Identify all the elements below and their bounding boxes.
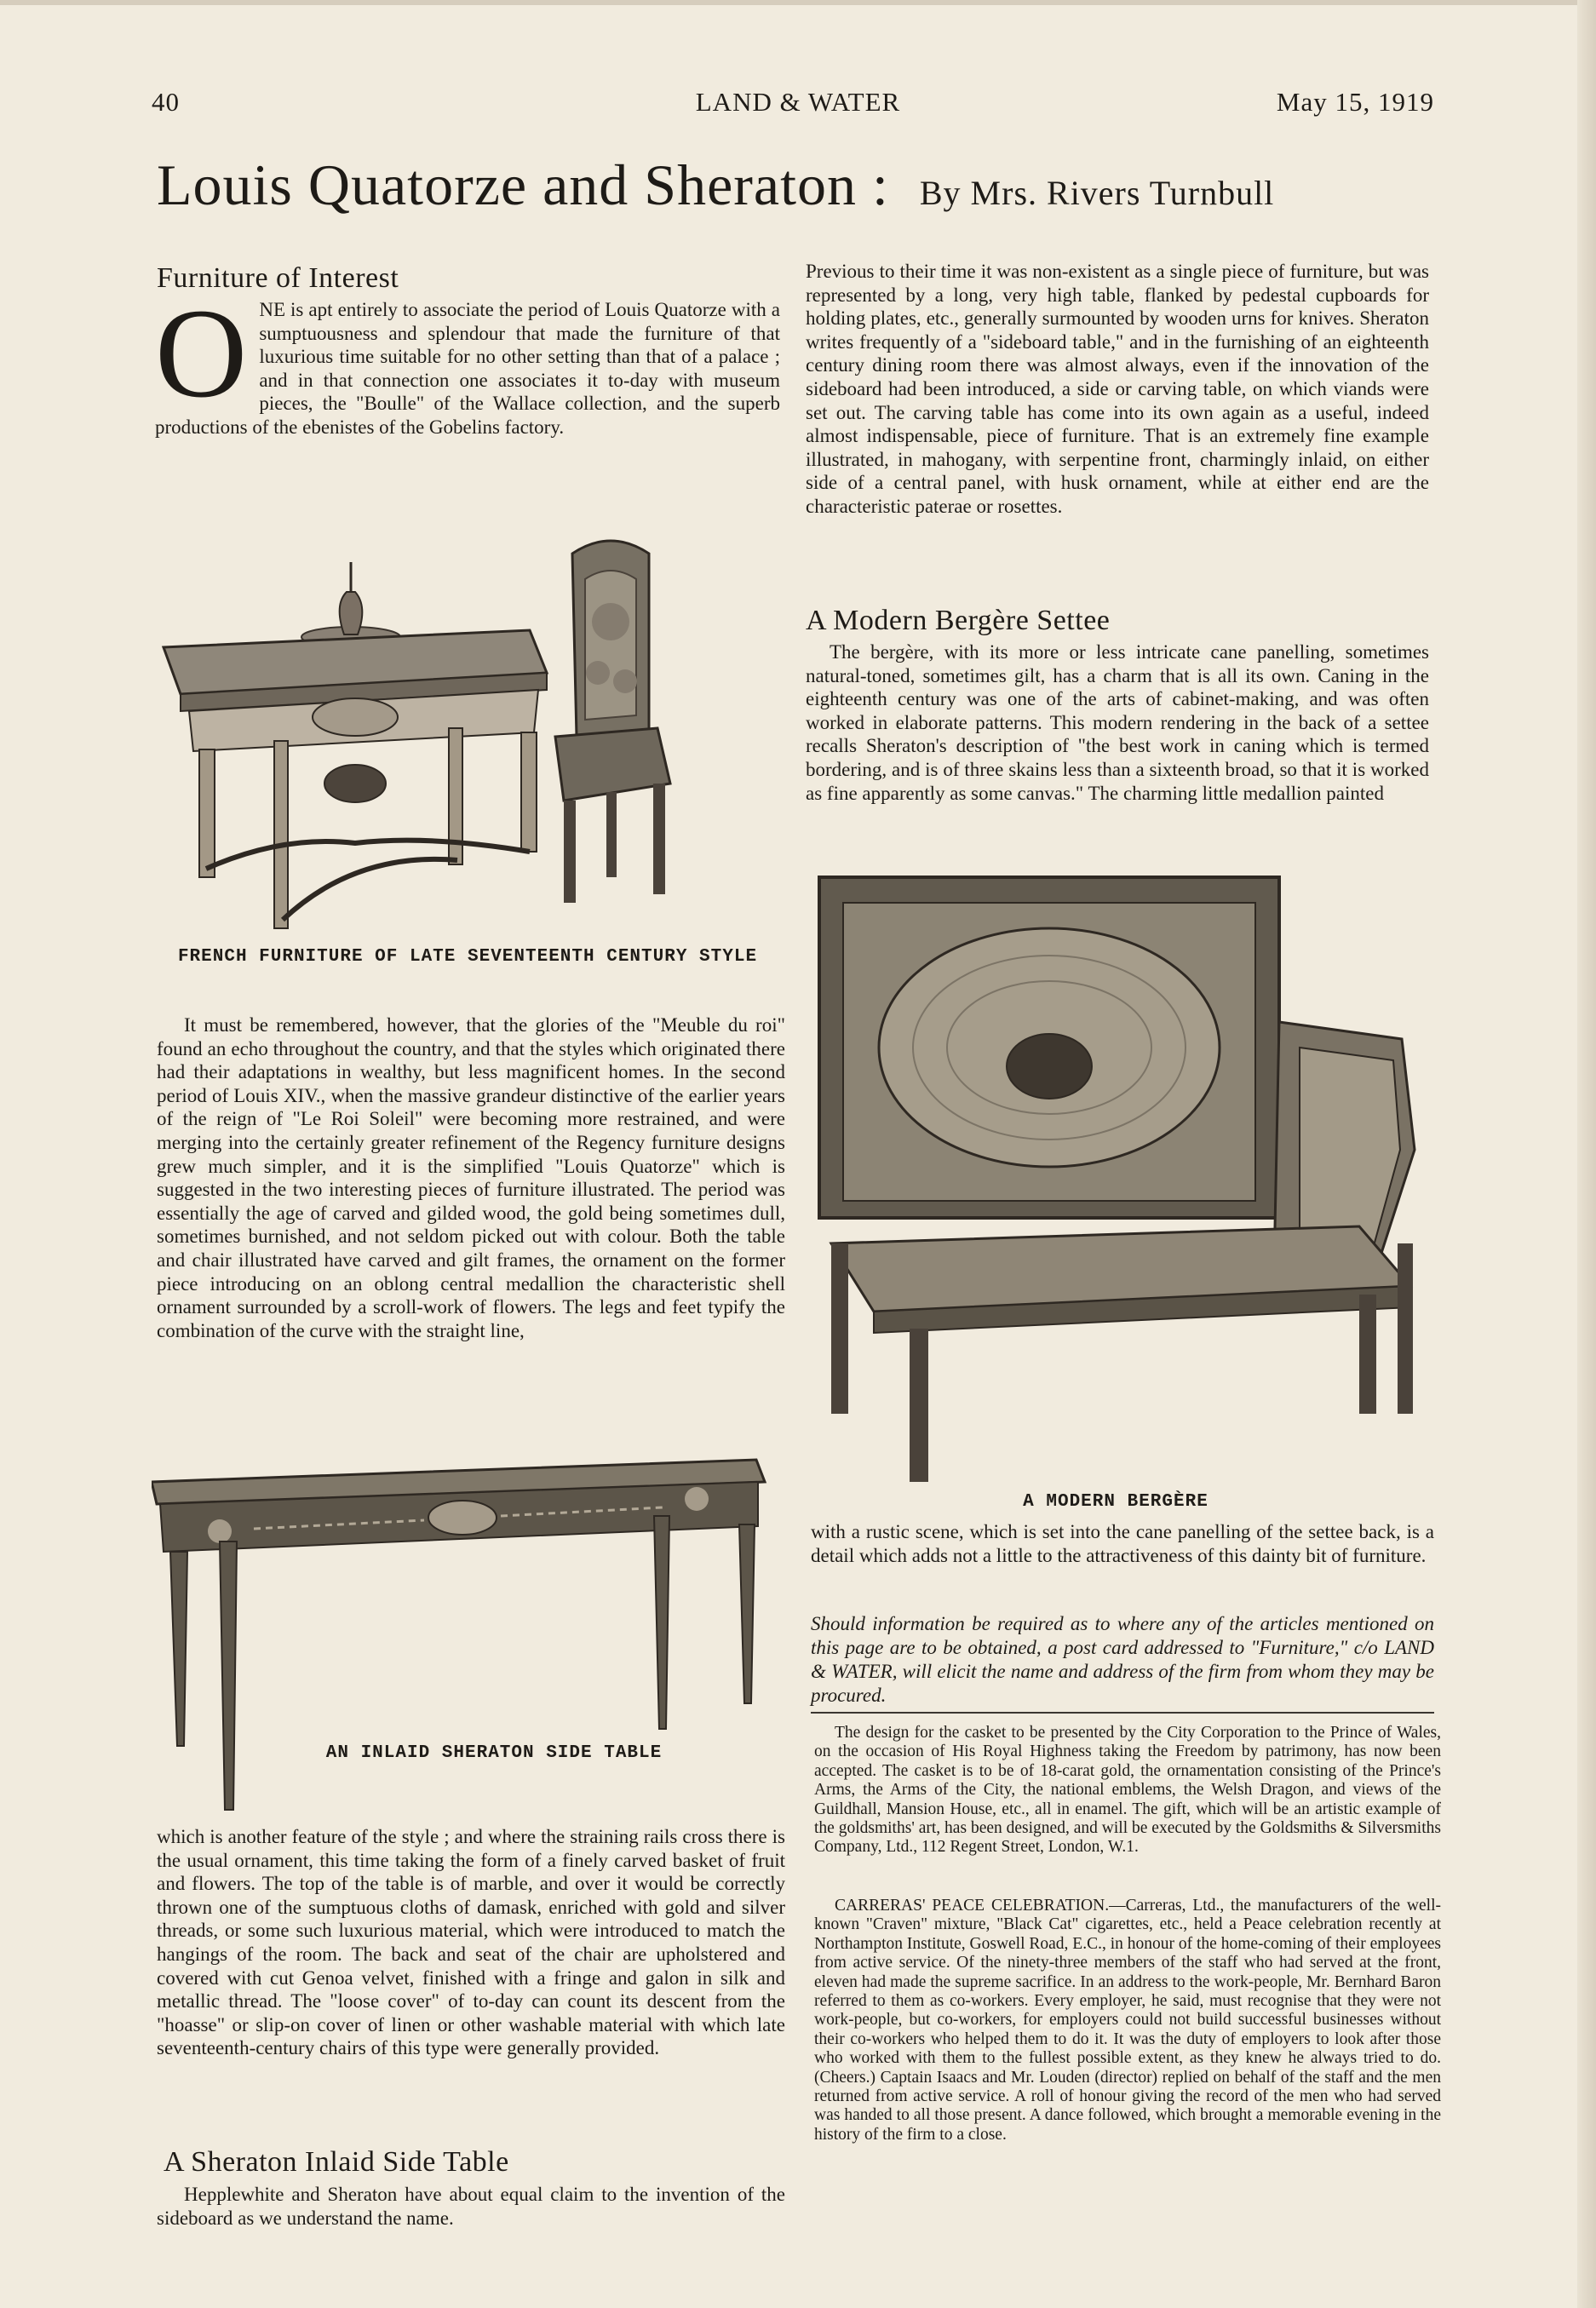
publication-name: LAND & WATER [695,87,901,117]
intro-text: NE is apt entirely to associate the period of Louis Quatorze with a sumptuousness and splendour that made the furniture of that luxurious time suitable for no other setting than that of a palace ; and in that connection one associates it to-day with museum pieces, the "Boulle" of the Wallace collection, and the superb productions of the ebenistes of the Gobelins factory. [155,299,780,438]
page-right-edge [1577,0,1596,2308]
news-carreras-lead: CARRERAS' PEACE CELEBRATION. [835,1897,1110,1915]
title-main: Louis Quatorze and Sheraton : [157,152,889,217]
drop-cap: O [155,283,248,424]
heading-furniture-of-interest: Furniture of Interest [157,262,399,294]
left-column-body [157,1013,785,1342]
paragraph-bergere: The bergère, with its more or less intricate cane panelling, sometimes natural-toned, sometimes gilt, has a charm that is all its own. Caning in the eighteenth century was one of the arts of cabinet-making, and was often worked in elaborate patterns. This modern rendering in the back of a settee recalls Sheraton's description of "the best work in caning which is termed bordering, and is of three skains less than a sixteenth broad, so that it is worked as fine apparently as some canvas." The charming little medallion painted [806,641,1429,804]
column-divider-rule [811,1712,1434,1714]
paragraph-meuble-du-roi: It must be remembered, however, that the glories of the "Meuble du roi" found an echo throughout the country, and that the styles which originated there had their adaptations in wealthy, but less magnificent homes. In the second period of Louis XIV., when the massive grandeur distinctive of the earlier years of the reign of "Le Roi Soleil" were becoming more restrained, and were merging into the certainly greater refinement of the Regency furniture designs grew much simpler, and it is the simplified "Louis Quatorze" which is suggested in the two interesting pieces of furniture illustrated. The period was essentially the age of carved and gilded wood, the gold being sometimes dull, sometimes burnished, and not seldom picked out with colour. Both the table and chair illustrated have carved and gilt frames, the ornament on the former piece introducing on an oblong central medallion the characteristic shell ornament surrounded by a scroll-work of flowers. The legs and feet typify the combination of the curve with the straight line, [157,1014,785,1341]
heading-modern-bergere: A Modern Bergère Settee [806,605,1111,636]
issue-date: May 15, 1919 [1276,87,1434,117]
french-furniture-illustration [155,528,777,945]
left-column-continued [157,1825,785,2060]
information-note: Should information be required as to where any of the articles mentioned on this page are to be obtained, a post card addressed to "Furniture," c/o LAND & WATER, will elicit the name and address of the firm from whom they may be procured. [811,1613,1434,1706]
caption-french-furniture: FRENCH FURNITURE OF LATE SEVENTEENTH CENTURY STYLE [177,947,758,967]
page-top-edge [0,0,1596,5]
news-carreras-text: —Carreras, Ltd., the manufacturers of the well-known "Craven" mixture, "Black Cat" cigarettes, etc., held a Peace celebration recently at Northampton Institute, Goswell Road, E.C., in honour of the home-coming of their employees from active service. Of the ninety-three members of the staff who had served at the front, eleven had made the supreme sacrifice. In an address to the work-people, Mr. Bernhard Baron referred to them as co-workers. Every employer, he said, must recognise that they were not work-people, but co-workers, for employers could not build successful businesses without their co-workers who helped them to do it. It was the duty of employers to look after those who worked with them to the fullest possible extent, as they knew he always tried to do. (Cheers.) Captain Isaacs and Mr. Louden (director) replied on behalf of the staff and the men returned from active service. A roll of honour giving the record of the men who had served was handed to all those present. A dance followed, which brought a memorable evening in the history of the firm to a close. [814,1897,1441,2144]
title-byline: By Mrs. Rivers Turnbull [919,174,1275,212]
news-casket [814,1724,1441,1857]
paragraph-rustic-scene: with a rustic scene, which is set into the cane panelling of the settee back, is a detail which adds not a little to the attractiveness of this dainty bit of furniture. [811,1521,1434,1566]
paragraph-previous-to-their-time: Previous to their time it was non-existent as a single piece of furniture, but was represented by a long, very high table, flanked by pedestal cupboards for holding plates, etc., generally surmounted by wooden urns for knives. Sheraton writes frequently of a "sideboard table," and in the furnishing of an eighteenth century dining room there was almost always, even if the innovation of the sideboard had been introduced, a side or carving table, on which viands were set out. The carving table has come into its own again as a useful, indeed almost indispensable, piece of furniture. That is an extremely fine example illustrated, in mahogany, with serpentine front, charmingly inlaid, on either side of a central panel, with husk ornament, while at either end are the characteristic paterae or rosettes. [806,261,1429,517]
caption-sheraton-table: AN INLAID SHERATON SIDE TABLE [325,1743,663,1763]
right-column-body [806,260,1429,519]
right-column-bergere [806,640,1429,805]
bergere-settee-illustration [814,869,1427,1482]
article-title [157,152,1434,219]
paragraph-straining-rails: which is another feature of the style ; and where the straining rails cross there is the usual ornament, this time taking the form of a finely carved basket of fruit and flowers. The top of the table is of marble, and over it would be correctly thrown one of the sumptuous cloths of damask, enriched with gold and silver threads, or some such luxurious material, which were introduced to match the hangings of the room. The back and seat of the chair are upholstered and covered with cut Genoa velvet, finished with a fringe and galon in silk and metallic thread. The "loose cover" of to-day can count its descent from the "hoasse" or slip-on cover of linen or other washable material with which late seventeenth-century chairs of this type were generally provided. [157,1826,785,2059]
page-number: 40 [152,87,180,117]
news-casket-text: The design for the casket to be presented by the City Corporation to the Prince of Wales, on the occasion of His Royal Highness taking the Freedom by patrimony, has now been accepted. The casket is to be of 18-carat gold, the ornamentation consisting of the Prince's Arms, the Arms of the City, the national emblems, the Welsh Dragon, and views of the Guildhall, Mansion House, etc., all in enamel. The gift, which will be an artistic example of the goldsmiths' art, has been designed, and will be executed by the Goldsmiths & Silversmiths Company, Ltd., 112 Regent Street, London, W.1. [814,1724,1441,1857]
intro-paragraph [155,283,780,439]
news-carreras [814,1897,1441,2144]
right-column-medallion [811,1520,1434,1567]
paragraph-hepplewhite: Hepplewhite and Sheraton have about equal claim to the invention of the sideboard as we understand the name. [157,2184,785,2229]
heading-sheraton-inlaid: A Sheraton Inlaid Side Table [164,2146,509,2178]
caption-modern-bergere: A MODERN BERGÈRE [1023,1492,1208,1512]
left-column-final [157,2183,785,2230]
